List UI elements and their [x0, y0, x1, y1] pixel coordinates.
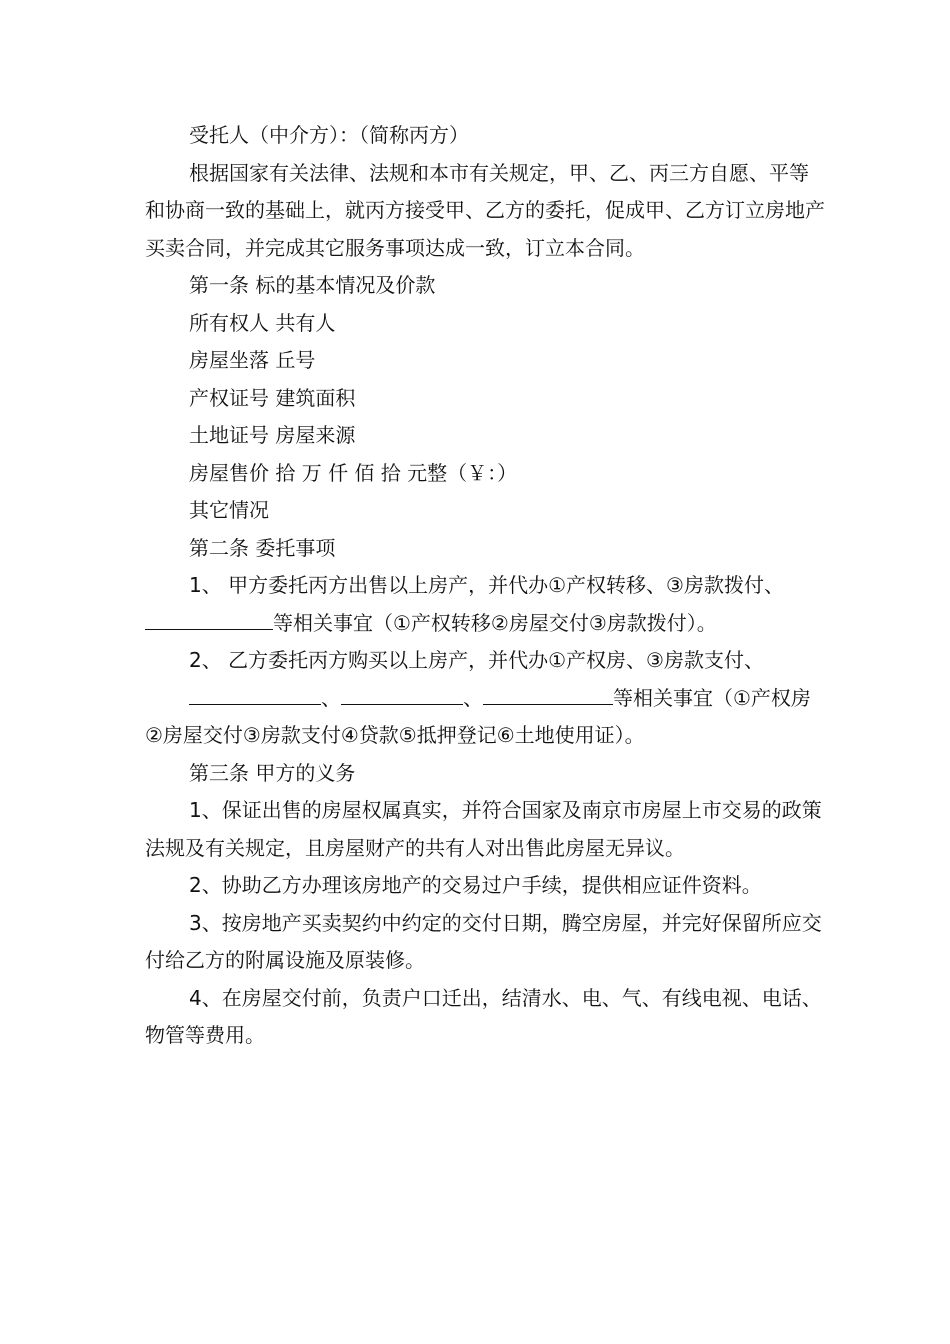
price-line: 房屋售价 拾 万 仟 佰 拾 元整（￥：）	[189, 460, 518, 485]
item-2-text-b: 等相关事宜（①产权房②房屋交付③房款支付④贷款⑤抵押登记⑥土地使用证）。	[145, 685, 811, 747]
article-2-item-2	[145, 642, 825, 680]
separator: 、	[463, 685, 483, 710]
item-1-text-a: 1、 甲方委托丙方出售以上房产，并代办①产权转移、③房款拨付、	[189, 573, 784, 597]
article-3-item-1: 1、保证出售的房屋权属真实，并符合国家及南京市房屋上市交易的政策法规及有关规定，且房屋财产的共有人对出售此房屋无异议。	[145, 798, 822, 860]
article-2-title: 第二条 委托事项	[189, 535, 336, 560]
article-1-title: 第一条 标的基本情况及价款	[189, 273, 436, 297]
fill-blank	[145, 607, 273, 630]
other-info-line: 其它情况	[189, 498, 269, 522]
land-cert-line: 土地证号 房屋来源	[189, 423, 356, 447]
contract-body	[145, 117, 825, 1055]
owner-line: 所有权人 共有人	[189, 310, 336, 335]
article-2-item-1	[145, 567, 825, 642]
location-line: 房屋坐落 丘号	[189, 348, 316, 372]
item-1-text-b: 等相关事宜（①产权转移②房屋交付③房款拨付）。	[273, 610, 717, 635]
fill-blank	[483, 682, 613, 705]
trustee-line: 受托人（中介方）：（简称丙方）	[189, 123, 469, 147]
article-3-item-3: 3、按房地产买卖契约中约定的交付日期，腾空房屋，并完好保留所应交付给乙方的附属设施及原装修。	[145, 910, 822, 972]
article-3-title: 第三条 甲方的义务	[189, 760, 356, 785]
property-cert-line: 产权证号 建筑面积	[189, 385, 356, 410]
article-3-item-2: 2、协助乙方办理该房地产的交易过户手续，提供相应证件资料。	[189, 873, 762, 897]
article-2-item-2-continued	[145, 680, 825, 755]
fill-blank	[341, 682, 463, 705]
article-3-item-4: 4、在房屋交付前，负责户口迁出，结清水、电、气、有线电视、电话、物管等费用。	[145, 985, 822, 1047]
fill-blank	[189, 682, 321, 705]
item-2-text-a: 2、 乙方委托丙方购买以上房产，并代办①产权房、③房款支付、	[189, 648, 764, 672]
preamble-paragraph: 根据国家有关法律、法规和本市有关规定，甲、乙、丙三方自愿、平等和协商一致的基础上，就丙方接受甲、乙方的委托，促成甲、乙方订立房地产买卖合同，并完成其它服务事项达成一致，订立本合同。	[145, 160, 825, 260]
separator: 、	[321, 685, 341, 710]
